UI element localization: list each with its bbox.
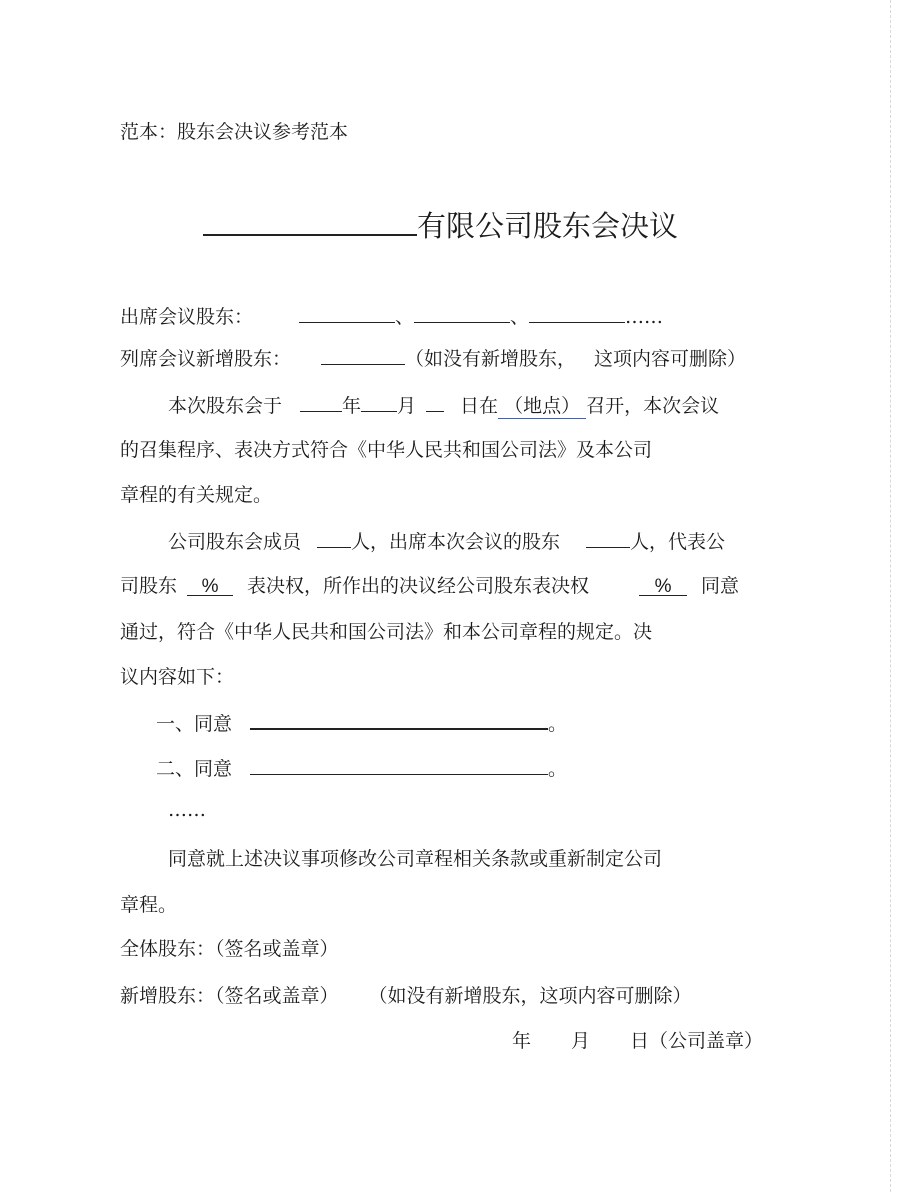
members-prefix: 公司股东会成员 bbox=[168, 531, 302, 553]
page-margin-guide bbox=[890, 0, 891, 1192]
attendees-label: 出席会议股东： bbox=[120, 306, 254, 328]
resolution-label: 一、同意 bbox=[156, 713, 233, 735]
resolution-blank[interactable] bbox=[250, 756, 548, 775]
observer-blank[interactable] bbox=[321, 346, 405, 365]
percent-sign: % bbox=[654, 576, 672, 597]
amend-line-2: 章程。 bbox=[120, 894, 178, 916]
date-seal-line bbox=[512, 1029, 763, 1053]
resolution-end: 。 bbox=[548, 758, 568, 780]
resolution-item bbox=[156, 756, 567, 781]
all-shareholders-signature: 全体股东：（签名或盖章） bbox=[120, 938, 339, 960]
attendee-separator: 、 bbox=[510, 306, 530, 328]
company-name-blank[interactable] bbox=[203, 206, 417, 236]
members-count-blank[interactable] bbox=[317, 529, 351, 548]
members-line-2 bbox=[120, 574, 739, 598]
meeting-month-blank[interactable] bbox=[361, 393, 397, 412]
meeting-suffix: 召开，本次会议 bbox=[586, 395, 720, 417]
meeting-day-blank[interactable] bbox=[426, 393, 444, 412]
attendees-line bbox=[120, 304, 663, 329]
resolution-item bbox=[156, 710, 567, 736]
resolution-end: 。 bbox=[548, 713, 568, 735]
attending-count-blank[interactable] bbox=[586, 529, 630, 548]
attendee-ellipsis: …… bbox=[625, 306, 664, 328]
approval-percent-blank[interactable] bbox=[639, 577, 687, 596]
attendee-blank-3[interactable] bbox=[529, 304, 625, 323]
meeting-line-2: 的召集程序、表决方式符合《中华人民共和国公司法》及本公司 bbox=[120, 439, 653, 461]
represented-percent-blank[interactable] bbox=[187, 577, 233, 596]
meeting-year-blank[interactable] bbox=[300, 393, 342, 412]
resolution-label: 二、同意 bbox=[156, 758, 233, 780]
members-line2-prefix: 司股东 bbox=[120, 575, 178, 597]
meeting-line-1 bbox=[168, 393, 719, 419]
meeting-location-field[interactable]: （地点） bbox=[498, 394, 586, 419]
new-shareholders-note: （如没有新增股东，这项内容可删除） bbox=[368, 985, 692, 1007]
members-line-4: 议内容如下： bbox=[120, 666, 235, 688]
meeting-prefix: 本次股东会于 bbox=[168, 395, 283, 417]
new-shareholders-signature: 新增股东：（签名或盖章） bbox=[120, 985, 339, 1007]
observers-line bbox=[120, 346, 746, 371]
members-line-3: 通过，符合《中华人民共和国公司法》和本公司章程的规定。决 bbox=[120, 621, 653, 643]
date-year-label: 年 bbox=[512, 1030, 532, 1052]
attendee-separator: 、 bbox=[395, 306, 415, 328]
document-title bbox=[203, 206, 678, 244]
members-mid2: 人，代表公 bbox=[630, 531, 726, 553]
date-day-seal-label: 日（公司盖章） bbox=[630, 1030, 764, 1052]
meeting-day-label: 日在 bbox=[460, 395, 499, 417]
observers-note-a: （如没有新增股东， bbox=[405, 348, 577, 370]
meeting-year-label: 年 bbox=[342, 395, 362, 417]
resolution-ellipsis: …… bbox=[168, 799, 206, 821]
meeting-month-label: 月 bbox=[397, 395, 417, 417]
members-line2-mid: 表决权，所作出的决议经公司股东表决权 bbox=[247, 575, 590, 597]
observers-label: 列席会议新增股东： bbox=[120, 348, 292, 370]
date-month-label: 月 bbox=[571, 1030, 591, 1052]
new-shareholders-line bbox=[120, 984, 692, 1008]
observers-note-b: 这项内容可删除） bbox=[594, 348, 747, 370]
members-line-1 bbox=[168, 529, 725, 554]
title-suffix: 有限公司股东会决议 bbox=[417, 209, 679, 243]
amend-line-1: 同意就上述决议事项修改公司章程相关条款或重新制定公司 bbox=[168, 848, 663, 870]
percent-sign: % bbox=[201, 576, 219, 597]
members-line2-suffix: 同意 bbox=[701, 575, 740, 597]
attendee-blank-1[interactable] bbox=[299, 304, 395, 323]
resolution-blank[interactable] bbox=[250, 710, 548, 730]
meeting-line-3: 章程的有关规定。 bbox=[120, 484, 273, 506]
header-note: 范本：股东会决议参考范本 bbox=[120, 121, 349, 143]
members-mid1: 人，出席本次会议的股东 bbox=[351, 531, 561, 553]
attendee-blank-2[interactable] bbox=[414, 304, 510, 323]
